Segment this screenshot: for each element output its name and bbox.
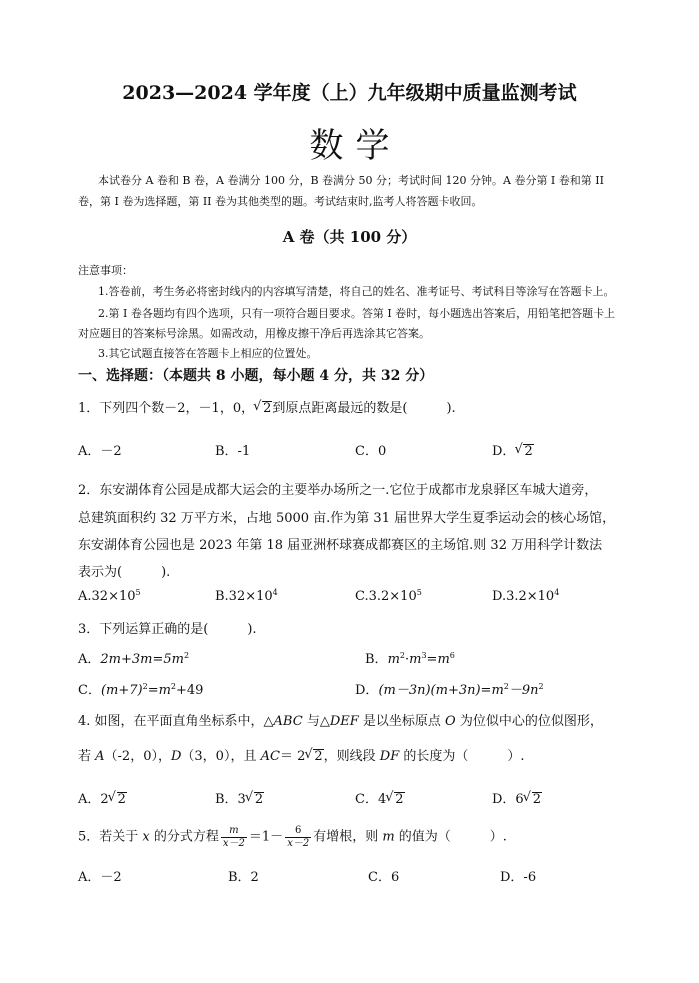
q4-option-c: C．4√ 2 [355,788,405,807]
subject-title: 数学 [309,126,402,166]
sqrt-symbol: √ 2 [254,792,264,807]
note-item-3: 3.其它试题直接答在答题卡上相应的位置处。 [98,347,318,360]
sqrt-symbol: √ 2 [262,401,272,416]
q1-stem-post: 到原点距离最远的数是( ). [272,401,456,416]
q3-option-c: C．$(m+7)^2=m^2+49$ [78,682,204,698]
section-a-heading: A 卷（共 100 分） [282,228,417,246]
q2-option-c: $C.3.2\times 10^5$ [355,588,422,604]
question-1-stem [78,397,456,416]
q1-stem-pre: 1．下列四个数－2，－1，0， [78,401,255,416]
intro-line-1: 本试卷分 A 卷和 B 卷，A 卷满分 100 分，B 卷满分 50 分；考试时间 120 分钟。A 卷分第 I 卷和第 II [98,174,604,187]
sqrt-symbol: √ 2 [523,444,533,459]
q4-option-a: A．2√ 2 [78,788,127,807]
exam-title: 2023—2024 学年度（上）九年级期中质量监测考试 [122,82,577,104]
q5-option-b: B．2 [228,870,259,885]
section-choice-heading: 一、选择题：（本题共 8 小题，每小题 4 分，共 32 分） [78,368,434,384]
q2-line-1: 2．东安湖体育公园是成都大运会的主要举办场所之一.它位于成都市龙泉驿区车城大道旁， [78,483,598,498]
q5-option-d: D．-6 [500,870,537,885]
q4-line-2: 若 A（-2，0），D（3，0），且 AC＝ 2√ 2，则线段 DF 的长度为（ ）. [78,745,524,764]
q4-option-b: B．3√ 2 [215,788,264,807]
q2-line-2: 总建筑面积约 32 万平方米，占地 5000 亩.作为第 31 届世界大学生夏季运动会的核心场馆， [78,511,616,526]
fraction-2: $\frac{6}{x-2}$ [287,825,310,849]
q1-option-c: C．0 [355,444,387,459]
q2-option-b: $B.32\times 10^4$ [215,588,278,604]
q5-stem: 5．若关于 x 的分式方程 $\frac{m}{x-2}$ ＝1－ $\frac{6}{x-2}$ 有增根，则 m 的值为（ ）. [78,825,507,849]
q2-option-a: $A.32\times 10^5$ [78,588,141,604]
fraction-1: $\frac{m}{x-2}$ [222,825,245,849]
sqrt-symbol: √ 2 [394,792,404,807]
q4-option-d: D．6√ 2 [492,788,542,807]
q2-line-3: 东安湖体育公园也是 2023 年第 18 届亚洲杯球赛成都赛区的主场馆.则 32 万用科学计数法 [78,538,603,553]
notes-heading: 注意事项： [78,264,133,277]
q3-option-d: D．$(m-3n)(m+3n)=m^2-9n^2$ [355,682,544,698]
note-item-2-line-1: 2.第 I 卷各题均有四个选项，只有一项符合题目要求。答第 I 卷时，每小题选出答案后，用铅笔把答题卡上 [98,307,616,320]
q3-option-b: B．$m^2\cdot m^3=m^6$ [365,651,455,667]
q3-option-a: A．$2m+3m=5m^2$ [78,651,190,667]
q1-option-d: D．√ 2 [492,440,534,459]
sqrt-symbol: √ 2 [117,792,127,807]
sqrt-symbol: √ 2 [313,749,323,764]
q5-option-c: C．6 [368,870,400,885]
sqrt-symbol: √ 2 [532,792,542,807]
q2-option-d: $D.3.2\times 10^4$ [492,588,560,604]
q1-option-a: A．－2 [78,444,122,459]
q3-stem: 3．下列运算正确的是( ). [78,622,257,637]
q1-option-b: B．-1 [215,444,251,459]
q2-line-4: 表示为( ). [78,565,171,580]
note-item-2-line-2: 对应题目的答案标号涂黑。如需改动，用橡皮擦干净后再选涂其它答案。 [78,327,430,340]
q5-option-a: A．－2 [78,870,122,885]
intro-line-2: 卷，第 I 卷为选择题，第 II 卷为其他类型的题。考试结束时,监考人将答题卡收回。 [78,195,483,208]
q4-line-1: 4. 如图，在平面直角坐标系中，△ABC 与△DEF 是以坐标原点 O 为位似中心的位似图形， [78,714,603,729]
note-item-1: 1.答卷前，考生务必将密封线内的内容填写清楚，将自己的姓名、准考证号、考试科目等涂写在答题卡上。 [98,285,615,298]
